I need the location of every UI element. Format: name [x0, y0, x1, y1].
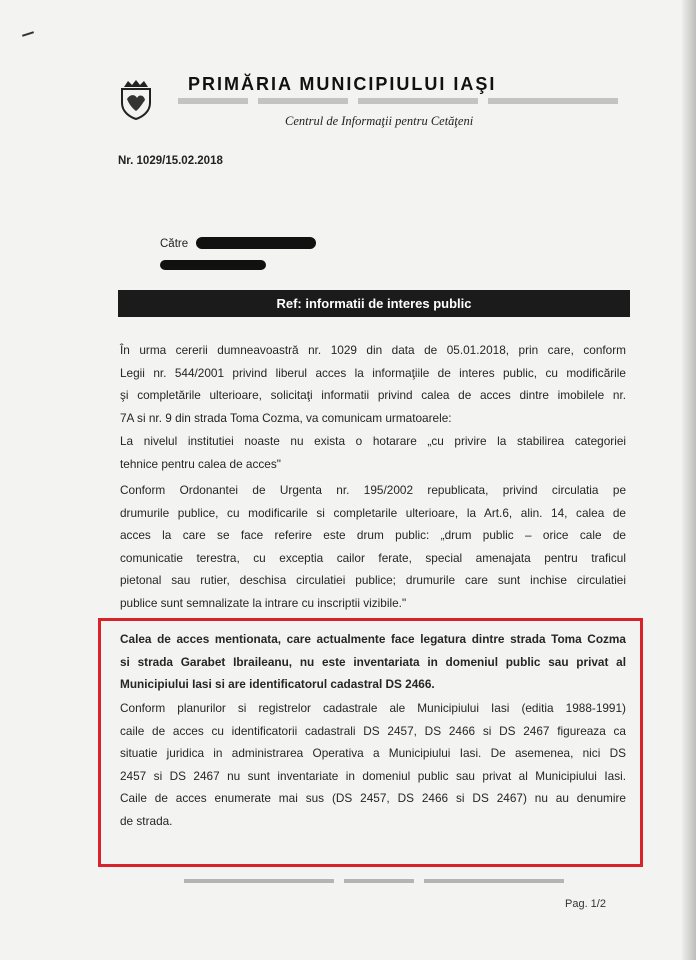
text-line: Legii nr. 544/2001 privind liberul acces la informaţiile de interes public, cu modificările	[120, 365, 626, 380]
illegible-footer-contact	[184, 876, 564, 886]
recipient-label: Către	[160, 238, 189, 250]
institution-title: PRIMĂRIA MUNICIPIULUI IAŞI	[188, 74, 497, 94]
text-line: Conform Ordonantei de Urgenta nr. 195/2002 republicata, privind circulatia pe	[120, 483, 626, 497]
reference-bar	[118, 290, 630, 317]
text-line: Calea de acces mentionata, care actualmente face legatura dintre strada Toma Cozma	[120, 632, 626, 646]
page-shadow-edge	[682, 0, 696, 960]
text-line: La nivelul institutiei noaste nu exista o hotarare „cu privire la stabilirea categoriei	[120, 434, 626, 448]
text-line: Municipiului Iasi si are identificatorul cadastral DS 2466.	[120, 677, 435, 691]
text-line: În urma cererii dumneavoastră nr. 1029 din data de 05.01.2018, prin care, conform	[120, 343, 626, 357]
text-line: pietonal sau rutier, deschisa circulatiei publice; drumurile care sunt inchise circulatiei	[120, 573, 626, 587]
text-line: situatie juridica in administrarea Operativa a Municipiului Iasi. De asemenea, nici DS	[120, 746, 626, 760]
paper-mark	[22, 31, 34, 37]
paragraph-institution	[120, 430, 626, 475]
text-line: de strada.	[120, 813, 173, 828]
text-line: publice sunt semnalizate la intrare cu inscriptii vizibile."	[120, 595, 407, 610]
text-line: comunicatie terestra, cu exceptia cailor ferate, special amenajata pentru traficul	[120, 550, 626, 565]
text-line: acces la care se face referire este drum public: „drum public – orice cale de	[120, 528, 626, 542]
page-number: Pag. 1/2	[565, 898, 606, 910]
illegible-subheading	[178, 95, 618, 107]
text-line: tehnice pentru calea de acces"	[120, 456, 281, 471]
text-line: Caile de acces enumerate mai sus (DS 2457, DS 2466 si DS 2467) nu au denumire	[120, 791, 626, 805]
redacted-address	[160, 260, 266, 270]
text-line: 2457 si DS 2467 nu sunt inventariate in domeniul public sau privat al Municipiului Iasi.	[120, 768, 626, 783]
reference-title: Ref: informatii de interes public	[276, 296, 472, 311]
redacted-name	[196, 237, 316, 249]
text-line: şi completările ulterioare, solicitaţi informatii privind calea de acces dintre imobilele nr.	[120, 388, 626, 402]
paragraph-request	[120, 339, 626, 429]
municipal-crest-icon	[118, 78, 154, 120]
text-line: si strada Garabet Ibraileanu, nu este inventariata in domeniul public sau privat al	[120, 654, 626, 669]
text-line: drumurile publice, cu modificarile si completarile ulterioare, la Art.6, alin. 14, calea de	[120, 505, 626, 520]
text-line: Conform planurilor si registrelor cadastrale ale Municipiului Iasi (editia 1988-1991)	[120, 701, 626, 715]
text-line: 7A si nr. 9 din strada Toma Cozma, va comunicam urmatoarele:	[120, 410, 452, 425]
department-name: Centrul de Informaţii pentru Cetăţeni	[285, 114, 474, 128]
paragraph-ordinance	[120, 479, 626, 614]
highlight-frame	[98, 618, 643, 867]
registration-number: Nr. 1029/15.02.2018	[118, 155, 223, 167]
text-line: caile de acces cu identificatorii cadastrali DS 2457, DS 2466 si DS 2467 figureaza ca	[120, 723, 626, 738]
